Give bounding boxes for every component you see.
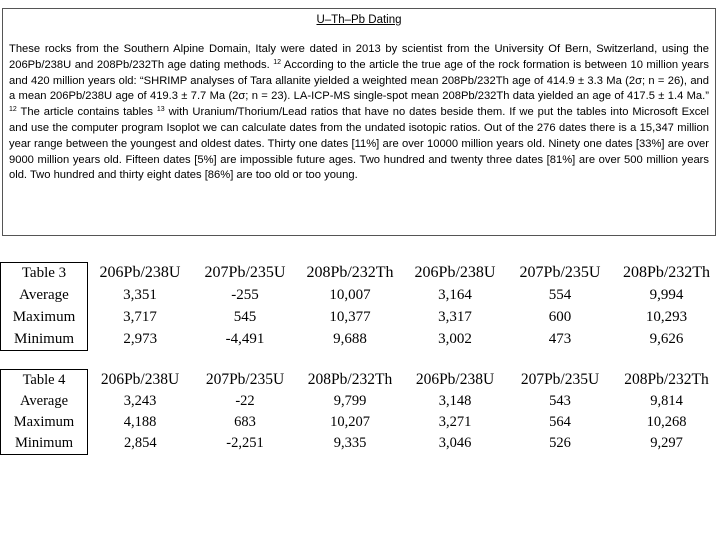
- column-header: 207Pb/235U: [204, 264, 286, 282]
- row-label: Maximum: [1, 412, 88, 433]
- table-cell: 3,002: [438, 330, 472, 347]
- table-cell: 3,717: [123, 308, 157, 325]
- table-3: [0, 262, 720, 351]
- table-label: Table 4: [1, 370, 88, 392]
- table-cell: 554: [548, 286, 572, 303]
- body-text: The article contains tables: [16, 106, 157, 119]
- table-cell: -255: [231, 286, 259, 303]
- body-text: with Uranium/Thorium/Lead ratios that have no dates beside them. If we put the tables into Microsoft Excel and use the computer program Isoplot we can calculate dates from the undated isotopic ratios. Out of the 276 dates there is a 15,347 million year range between the youngest and oldest dates. Thirty one dates [11%] are over 10000 million years old. Ninety one dates [33%] are over 9000 million years old. Fifteen dates [5%] are impossible future ages. Two hundred and twenty three dates [81%] are over 500 million years old. Two hundred and thirty eight dates [86%] are too old or too young.: [9, 106, 709, 182]
- row-label: Minimum: [1, 433, 88, 455]
- table-cell: 9,814: [650, 393, 683, 409]
- column-header: 206Pb/238U: [414, 264, 496, 282]
- table-cell: 10,377: [329, 308, 371, 325]
- citation-superscript: 12: [273, 58, 282, 66]
- table-cell: 3,271: [438, 414, 472, 430]
- table-cell: 10,207: [330, 414, 370, 430]
- citation-superscript: 12: [9, 106, 17, 114]
- column-header: 206Pb/238U: [100, 371, 180, 389]
- table-row: [1, 306, 720, 328]
- column-header: 208Pb/232Th: [624, 371, 709, 389]
- table-cell: 10,293: [645, 308, 688, 325]
- table-cell: 4,188: [123, 414, 157, 430]
- table-cell: 473: [548, 330, 572, 347]
- table-cell: 9,799: [333, 393, 367, 409]
- column-header: 206Pb/238U: [415, 371, 495, 389]
- column-header: 208Pb/232Th: [307, 371, 393, 389]
- table-cell: 3,046: [438, 435, 472, 452]
- table-cell: 3,148: [438, 393, 472, 409]
- table-4: [0, 369, 720, 455]
- body-text: These rocks from the Southern Alpine Domain, Italy were dated in 2013 by scientist from the University Of Bern, Switzerland, using the 206Pb/238U and 208Pb/232Th age dating methods.: [9, 43, 709, 71]
- table-cell: -22: [235, 393, 255, 409]
- row-label: Average: [1, 391, 88, 412]
- table-cell: 545: [233, 308, 257, 325]
- table-cell: -4,491: [225, 330, 265, 347]
- table-header-row: [1, 263, 720, 285]
- table-row: [1, 412, 720, 433]
- table-row: [1, 433, 720, 455]
- body-text: According to the article the true age of the rock formation is between 10 million years and 420 million years old: “SHRIMP analyses of Tara allanite yielded a weighted mean 208Pb/232Th age of 414.9 ± 3.3 Ma (2σ; n = 26), and a mean 206Pb/238U age of 419.3 ± 7.7 Ma (2σ; n = 23). LA-ICP-MS single-spot mean 208Pb/232Th data yielded an age of 417.5 ± 1.4 Ma.”: [9, 58, 709, 103]
- table-cell: 2,973: [123, 330, 158, 347]
- table-cell: 3,164: [438, 286, 472, 303]
- table-cell: 9,297: [650, 435, 683, 452]
- text-body: [9, 42, 709, 184]
- table-cell: 600: [548, 308, 572, 325]
- column-header: 206Pb/238U: [99, 264, 181, 282]
- text-title: U–Th–Pb Dating: [316, 14, 402, 26]
- table-cell: 3,351: [123, 286, 157, 303]
- table-cell: 3,317: [438, 308, 472, 325]
- column-header: 207Pb/235U: [205, 371, 285, 389]
- table-cell: 9,688: [333, 330, 367, 347]
- column-header: 208Pb/232Th: [306, 264, 394, 282]
- table-cell: 683: [234, 414, 256, 430]
- table-cell: 564: [549, 414, 571, 430]
- table-cell: 9,994: [649, 286, 684, 303]
- table-row: [1, 284, 720, 306]
- column-header: 207Pb/235U: [520, 371, 600, 389]
- row-label: Average: [1, 284, 88, 306]
- row-label: Minimum: [1, 328, 88, 351]
- column-header: 207Pb/235U: [519, 264, 601, 282]
- table-cell: 10,268: [646, 414, 687, 430]
- table-cell: 3,243: [123, 393, 157, 409]
- table-header-row: [1, 370, 720, 392]
- table-label: Table 3: [1, 263, 88, 285]
- table-cell: 10,007: [329, 286, 371, 303]
- table-cell: 526: [549, 435, 571, 452]
- table-cell: -2,251: [226, 435, 264, 452]
- table-row: [1, 391, 720, 412]
- text-box: [2, 8, 716, 236]
- table-cell: 9,626: [649, 330, 684, 347]
- column-header: 208Pb/232Th: [622, 264, 711, 282]
- table-cell: 9,335: [333, 435, 367, 452]
- table-cell: 543: [549, 393, 571, 409]
- table-cell: 2,854: [123, 435, 157, 452]
- row-label: Maximum: [1, 306, 88, 328]
- table-row: [1, 328, 720, 351]
- citation-superscript: 13: [156, 106, 165, 114]
